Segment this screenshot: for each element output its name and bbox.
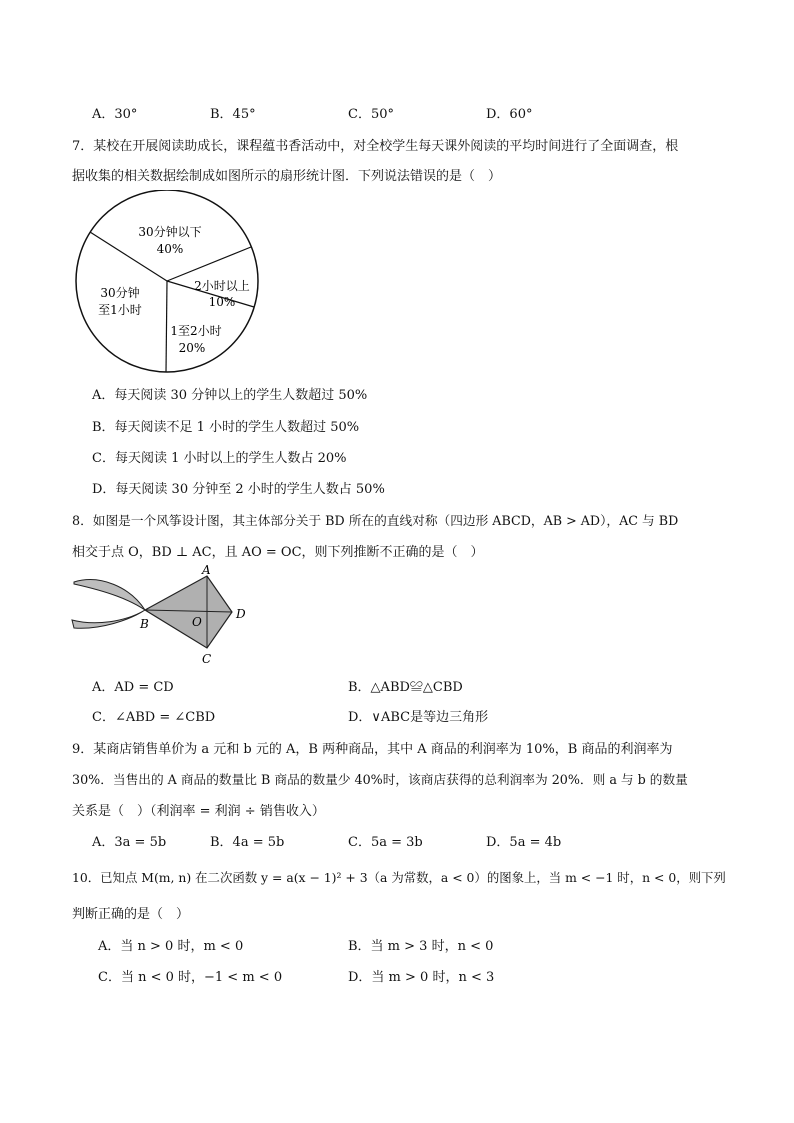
q7-stem-line2: 据收集的相关数据绘制成如图所示的扇形统计图．下列说法错误的是（ ）	[72, 169, 502, 184]
pie-label-30to1-name: 30分钟	[100, 286, 140, 300]
point-c-label: C	[202, 652, 212, 666]
q10-option-a: A．当 n > 0 时，m < 0	[98, 939, 244, 954]
pie-label-under30-pct: 40%	[156, 242, 184, 256]
q7-option-d: D．每天阅读 30 分钟至 2 小时的学生人数占 50%	[92, 482, 385, 497]
pie-label-1to2-pct: 20%	[178, 341, 206, 355]
q10-stem-line2: 判断正确的是（ ）	[72, 907, 190, 922]
q8-stem-line1: 8．如图是一个风筝设计图，其主体部分关于 BD 所在的直线对称（四边形 ABCD，AB > AD），AC 与 BD	[72, 513, 679, 528]
q7-option-a: A．每天阅读 30 分钟以上的学生人数超过 50%	[92, 388, 368, 403]
point-b-label: B	[140, 617, 149, 631]
pie-label-1to2-name: 1至2小时	[170, 324, 222, 338]
kite-tail-upper	[74, 580, 145, 610]
q9-stem-line1: 9．某商店销售单价为 a 元和 b 元的 A，B 两种商品，其中 A 商品的利润率为 10%，B 商品的利润率为	[72, 742, 673, 757]
q9-stem-line2: 30%．当售出的 A 商品的数量比 B 商品的数量少 40%时，该商店获得的总利润率为 20%．则 a 与 b 的数量	[72, 772, 688, 787]
q8-option-a: A．AD = CD	[92, 680, 174, 695]
pie-label-30to1-range: 至1小时	[98, 303, 142, 317]
q7-stem-line1: 7．某校在开展阅读助成长，课程蕴书香活动中，对全校学生每天课外阅读的平均时间进行了全面调查，根	[72, 139, 679, 154]
pie-label-over2-name: 2小时以上	[194, 279, 250, 293]
q9-option-d: D．5a = 4b	[486, 835, 562, 850]
q8-option-c: C．∠ABD = ∠CBD	[92, 710, 216, 725]
q7-option-b: B．每天阅读不足 1 小时的学生人数超过 50%	[92, 420, 360, 435]
pie-label-over2-pct: 10%	[208, 295, 236, 309]
q9-option-a: A．3a = 5b	[92, 835, 167, 850]
reading-time-pie-chart	[70, 190, 270, 375]
q6-option-c: C．50°	[348, 107, 394, 122]
q10-option-c: C．当 n < 0 时，−1 < m < 0	[98, 970, 283, 985]
q6-option-a: A．30°	[92, 107, 138, 122]
q7-option-c: C．每天阅读 1 小时以上的学生人数占 20%	[92, 451, 347, 466]
q10-option-b: B．当 m > 3 时，n < 0	[348, 939, 494, 954]
q10-stem-line1: 10．已知点 M(m, n) 在二次函数 y = a(x − 1)² + 3（a 为常数，a < 0）的图象上，当 m < −1 时，n < 0，则下列	[72, 870, 726, 885]
kite-figure	[70, 562, 260, 672]
point-a-label: A	[202, 563, 211, 577]
pie-label-under30-name: 30分钟以下	[138, 225, 202, 239]
q8-option-d: D．∨ABC是等边三角形	[348, 710, 489, 725]
point-d-label: D	[236, 607, 246, 621]
q9-option-c: C．5a = 3b	[348, 835, 423, 850]
q10-option-d: D．当 m > 0 时，n < 3	[348, 970, 495, 985]
q9-option-b: B．4a = 5b	[210, 835, 285, 850]
kite-tail-lower	[72, 610, 145, 628]
q6-option-b: B．45°	[210, 107, 256, 122]
q8-option-b: B．△ABD≌△CBD	[348, 680, 463, 695]
point-o-label: O	[192, 615, 202, 629]
q8-stem-line2: 相交于点 O，BD ⊥ AC，且 AO = OC，则下列推断不正确的是（ ）	[72, 545, 484, 560]
q6-option-d: D．60°	[486, 107, 533, 122]
q9-stem-line3: 关系是（ ）（利润率 = 利润 ÷ 销售收入）	[72, 804, 325, 819]
